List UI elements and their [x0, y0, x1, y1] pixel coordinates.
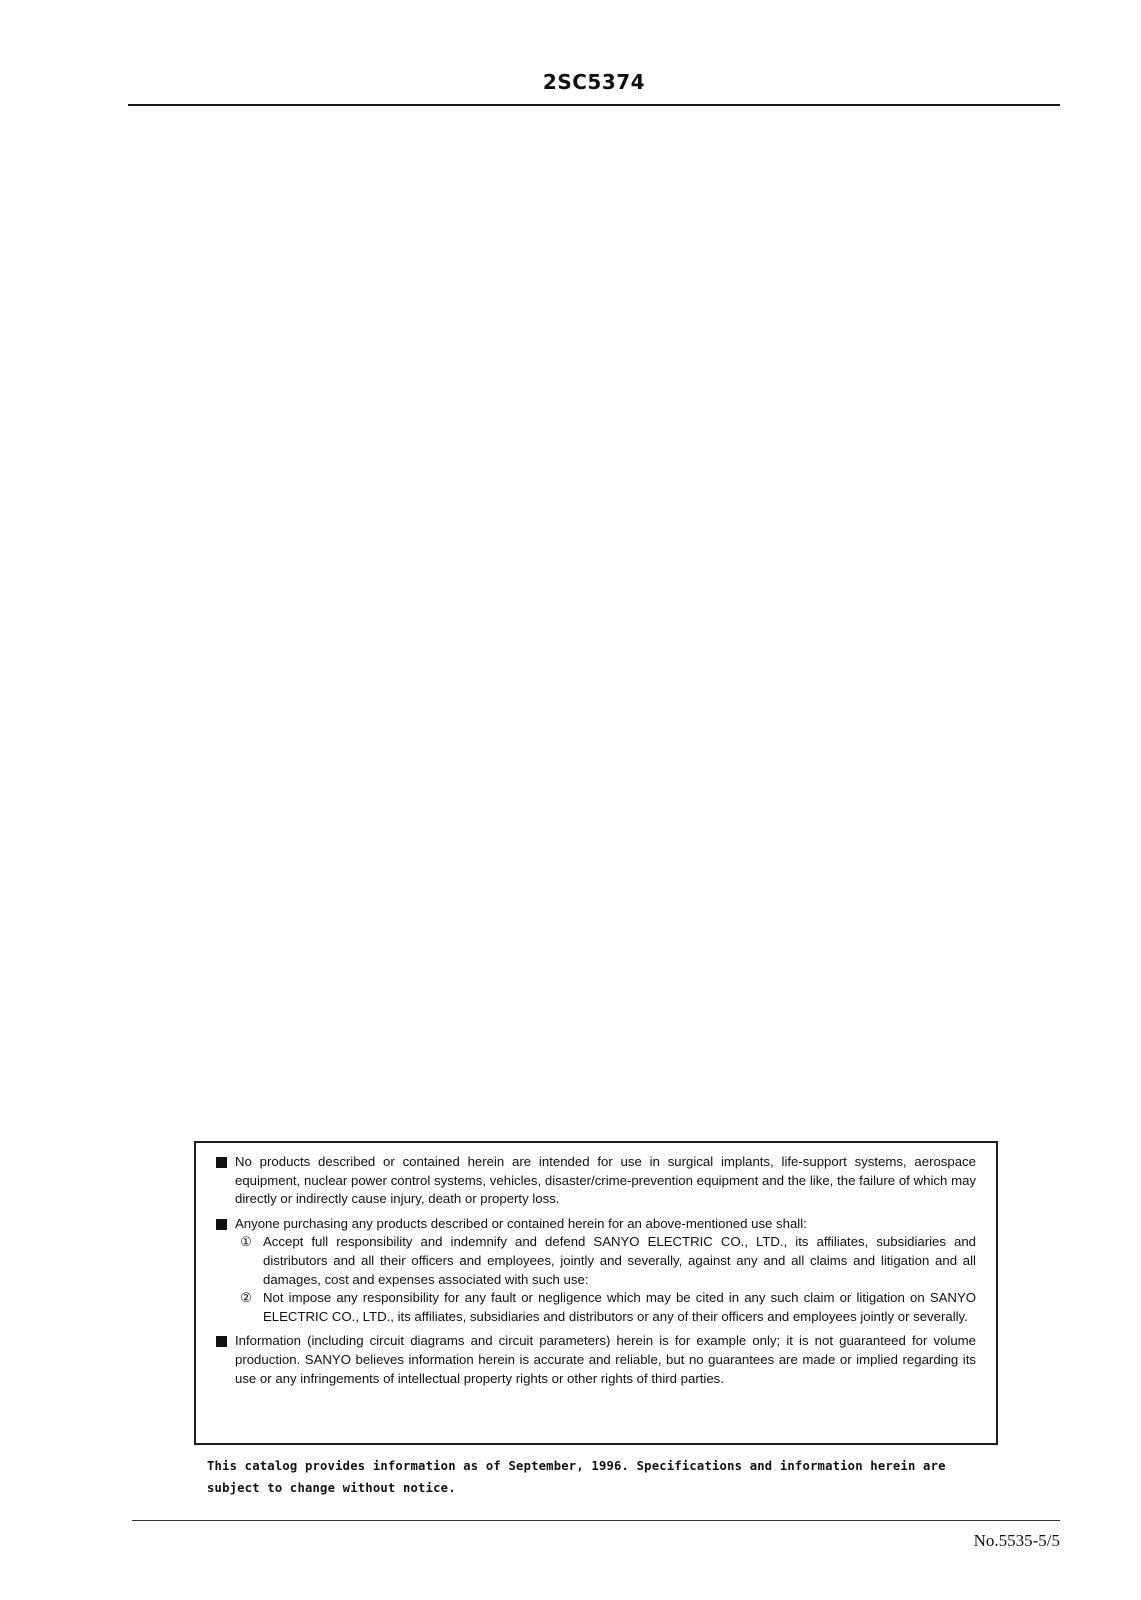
notice-life-support — [216, 1153, 976, 1209]
circled-number: ② — [240, 1290, 252, 1306]
catalog-note-line: subject to change without notice. — [207, 1481, 456, 1495]
footer-divider — [132, 1520, 1060, 1521]
notice-text: No products described or contained herein are intended for use in surgical implants, life-support systems, aerospace equipment, nuclear power control systems, vehicles, disaster/crime-prevention equipment and the like, the failure of which may directly or indirectly cause injury, death or property loss. — [235, 1154, 976, 1207]
notice-text: Anyone purchasing any products described or contained herein for an above-mentioned use shall: — [235, 1215, 807, 1231]
square-bullet-icon — [216, 1219, 227, 1230]
notice-information-example — [216, 1332, 976, 1388]
notice-text: Information (including circuit diagrams and circuit parameters) herein is for example only; it is not guaranteed for volume production. SANYO believes information herein is accurate and reliable, but no guarantees are made or implied regarding its use or any infringements of intellectual property rights or other rights of third parties. — [235, 1333, 976, 1386]
part-number-title: 2SC5374 — [542, 70, 646, 94]
obligation-text: Accept full responsibility and indemnify and defend SANYO ELECTRIC CO., LTD., its affiliates, subsidiaries and distributors and all their officers and employees, jointly and severally, against any and all claims and litigation and all damages, cost and expenses associated with such use: — [263, 1234, 976, 1287]
disclaimer-box — [194, 1141, 998, 1445]
catalog-note — [207, 1455, 987, 1499]
obligation-item — [216, 1289, 976, 1326]
obligation-text: Not impose any responsibility for any fault or negligence which may be cited in any such claim or litigation on SANYO ELECTRIC CO., LTD., its affiliates, subsidiaries and distributors or any of their officers and employees jointly or severally. — [263, 1290, 976, 1324]
notice-purchaser-obligations — [216, 1215, 976, 1234]
obligation-item — [216, 1233, 976, 1289]
page-header — [128, 66, 1060, 106]
catalog-note-line: This catalog provides information as of September, 1996. Specifications and information herein are — [207, 1459, 946, 1473]
square-bullet-icon — [216, 1157, 227, 1168]
circled-number: ① — [240, 1234, 252, 1250]
square-bullet-icon — [216, 1336, 227, 1347]
document-number: No.5535-5/5 — [973, 1531, 1060, 1550]
